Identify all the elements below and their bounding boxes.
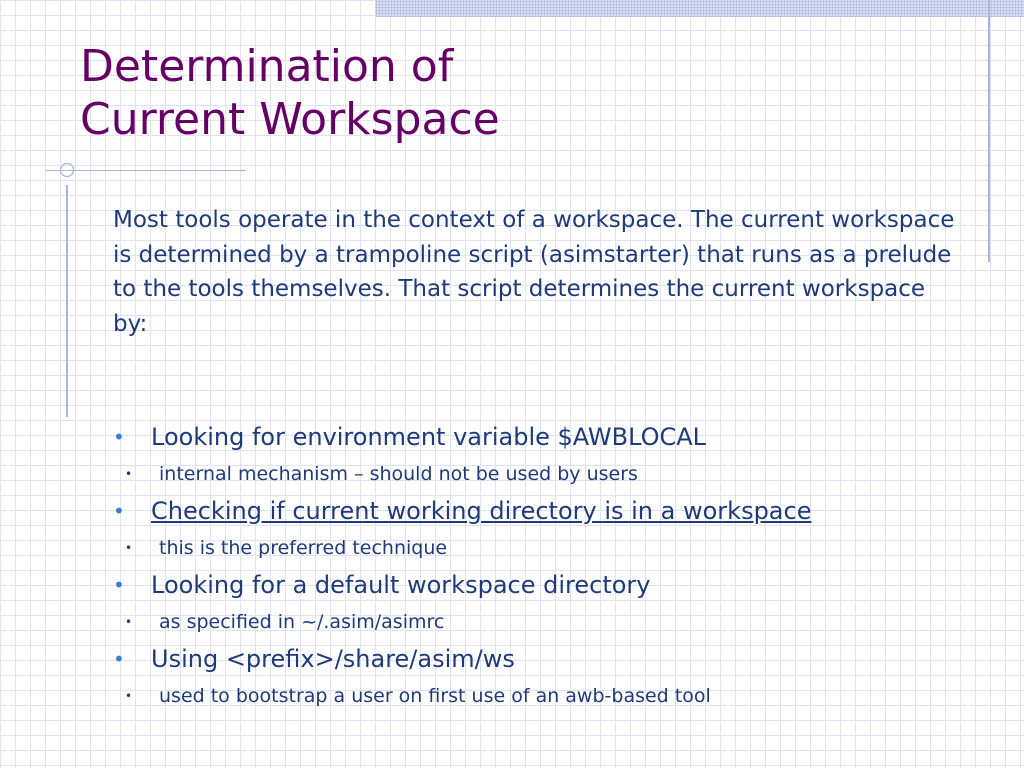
bullet-item (113, 566, 993, 604)
sub-bullet-item (75, 678, 993, 714)
bullet-dot-icon: • (113, 647, 125, 671)
sub-bullet-text: used to bootstrap a user on first use of an awb-based tool (159, 685, 711, 707)
sub-bullet-text: this is the preferred technique (159, 537, 448, 559)
intro-paragraph: Most tools operate in the context of a workspace. The current workspace is determined by a trampoline script (asimstarter) that runs as a prelude to the tools themselves. That script determines the current workspace by: (113, 207, 955, 337)
crosshair-circle-icon (57, 160, 77, 180)
sub-bullet-dot-icon: • (125, 541, 133, 555)
sub-bullet-dot-icon: • (125, 689, 133, 703)
workspace-check-link[interactable]: Checking if current working directory is in a workspace (151, 497, 812, 525)
sub-bullet-text: as specified in ~/.asim/asimrc (159, 611, 445, 633)
bullet-item (113, 418, 993, 456)
sub-bullet-text: internal mechanism – should not be used by users (159, 463, 638, 485)
sub-bullet-item (75, 530, 993, 566)
sub-bullet-dot-icon: • (125, 615, 133, 629)
top-dotted-band (375, 0, 1024, 17)
bullet-text: Using <prefix>/share/asim/ws (151, 645, 515, 673)
left-vertical-rule (66, 185, 68, 417)
right-vertical-rule (988, 0, 990, 262)
bullet-dot-icon: • (113, 573, 125, 597)
bullet-text: Looking for environment variable $AWBLOCAL (151, 423, 707, 451)
bullet-dot-icon: • (113, 499, 125, 523)
bullet-dot-icon: • (113, 425, 125, 449)
sub-bullet-item (75, 604, 993, 640)
slide-title-line-2: Current Workspace (80, 94, 500, 145)
sub-bullet-item (75, 456, 993, 492)
bullet-list (113, 418, 993, 714)
slide-title (80, 40, 500, 146)
bullet-text: Looking for a default workspace directory (151, 571, 651, 599)
bullet-item (113, 640, 993, 678)
bullet-item[interactable] (113, 492, 993, 530)
sub-bullet-dot-icon: • (125, 467, 133, 481)
slide-title-line-1: Determination of (80, 41, 454, 92)
